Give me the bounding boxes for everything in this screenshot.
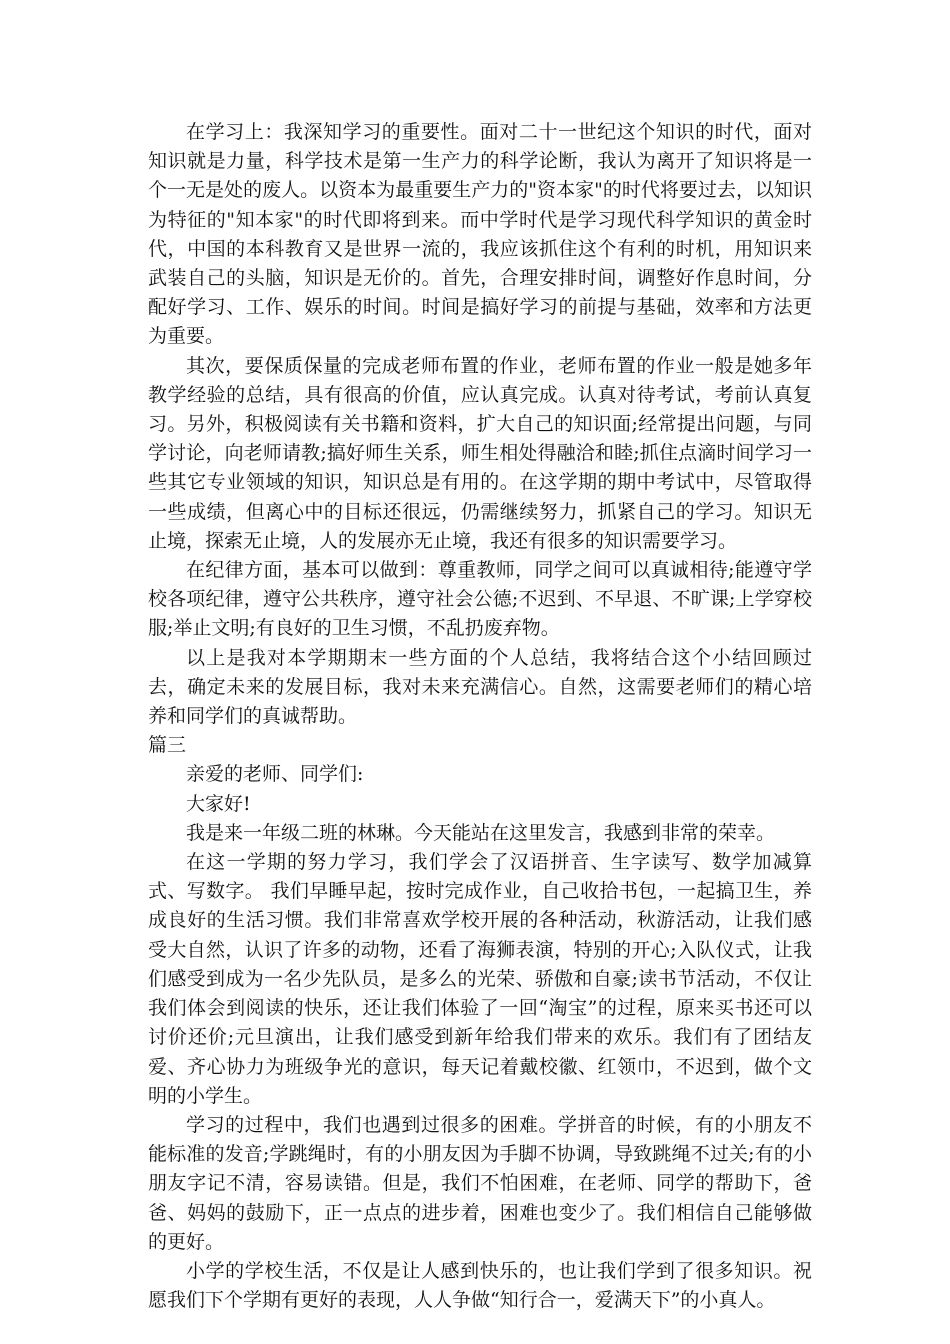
section-heading: 篇三: [148, 734, 187, 757]
speech-achievements: 在这一学期的努力学习，我们学会了汉语拼音、生字读写、数学加减算式、写数字。 我们早睡早起，按时完成作业，自己收拾书包，一起搞卫生，养成良好的生活习惯。我们非常喜欢学校开展的各种活动，秋游活动，让我们感受大自然，认识了许多的动物，还看了海狮表演，特别的开心;入队仪式，让我们感受到成为一名少先队员，是多么的光荣、骄傲和自豪;读书节活动，不仅让我们体会到阅读的快乐，还让我们体验了一回“淘宝”的过程，原来买书还可以讨价还价;元旦演出，让我们感受到新年给我们带来的欢乐。我们有了团结友爱、齐心协力为班级争光的意识，每天记着戴校徽、红领巾，不迟到，做个文明的小学生。: [148, 851, 812, 1107]
speech-greeting: 大家好!: [186, 792, 251, 815]
document-body: [148, 118, 812, 1315]
speech-difficulties: 学习的过程中，我们也遇到过很多的困难。学拼音的时候，有的小朋友不能标准的发音;学跳绳时，有的小朋友因为手脚不协调，导致跳绳不过关;有的小朋友字记不清，容易读错。但是，我们不怕困难，在老师、同学的帮助下，爸爸、妈妈的鼓励下，正一点点的进步着，困难也变少了。我们相信自己能够做的更好。: [148, 1113, 812, 1253]
paragraph-discipline: 在纪律方面，基本可以做到：尊重教师，同学之间可以真诚相待;能遵守学校各项纪律，遵守公共秩序，遵守社会公德;不迟到、不早退、不旷课;上学穿校服;举止文明;有良好的卫生习惯，不乱扔废弃物。: [148, 559, 812, 640]
speech-introduction: 我是来一年级二班的林琳。今天能站在这里发言，我感到非常的荣幸。: [186, 821, 776, 844]
speech-salutation: 亲爱的老师、同学们:: [186, 763, 364, 786]
speech-closing: 小学的学校生活，不仅是让人感到快乐的，也让我们学到了很多知识。祝愿我们下个学期有更好的表现，人人争做“知行合一，爱满天下”的小真人。: [148, 1259, 812, 1312]
paragraph-study: 在学习上：我深知学习的重要性。面对二十一世纪这个知识的时代，面对知识就是力量，科学技术是第一生产力的科学论断，我认为离开了知识将是一个一无是处的废人。以资本为最重要生产力的"资本家"的时代将要过去，以知识为特征的"知本家"的时代即将到来。而中学时代是学习现代科学知识的黄金时代，中国的本科教育又是世界一流的，我应该抓住这个有利的时机，用知识来武装自己的头脑，知识是无价的。首先，合理安排时间，调整好作息时间，分配好学习、工作、娱乐的时间。时间是搞好学习的前提与基础，效率和方法更为重要。: [148, 121, 812, 348]
paragraph-homework: 其次，要保质保量的完成老师布置的作业，老师布置的作业一般是她多年教学经验的总结，具有很高的价值，应认真完成。认真对待考试，考前认真复习。另外，积极阅读有关书籍和资料，扩大自己的知识面;经常提出问题，与同学讨论，向老师请教;搞好师生关系，师生相处得融洽和睦;抓住点滴时间学习一些其它专业领域的知识，知识总是有用的。在这学期的期中考试中，尽管取得一些成绩，但离心中的目标还很远，仍需继续努力，抓紧自己的学习。知识无止境，探索无止境，人的发展亦无止境，我还有很多的知识需要学习。: [148, 354, 812, 552]
paragraph-summary: 以上是我对本学期期末一些方面的个人总结，我将结合这个小结回顾过去，确定未来的发展目标，我对未来充满信心。自然，这需要老师们的精心培养和同学们的真诚帮助。: [148, 646, 812, 728]
